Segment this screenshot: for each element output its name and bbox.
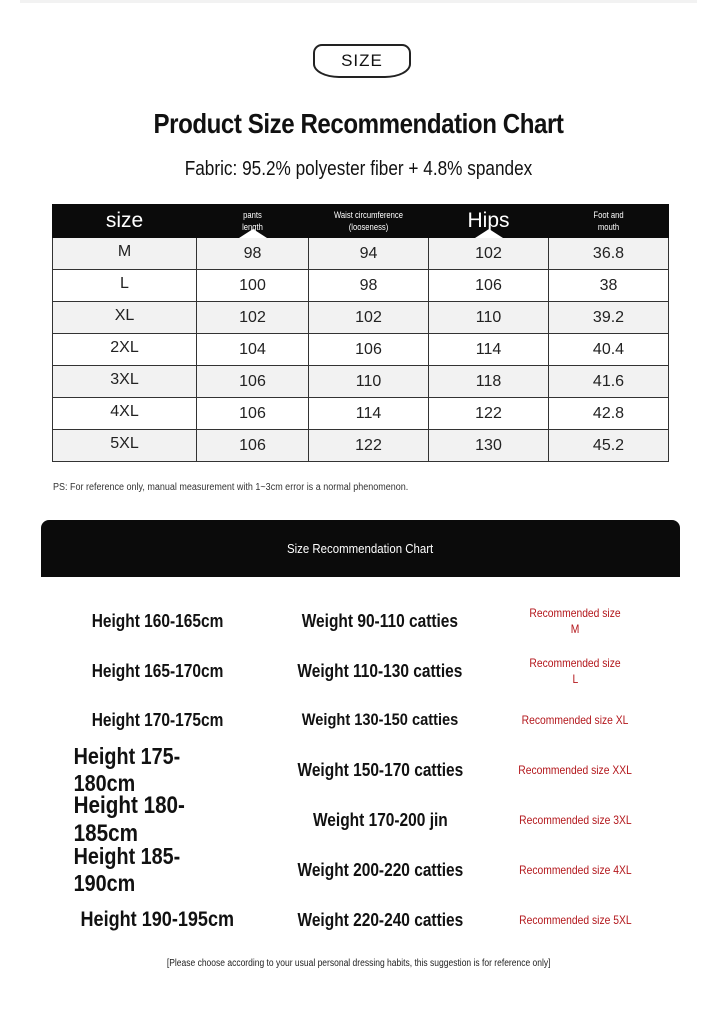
height-range: Height 170-175cm (91, 709, 224, 730)
size-badge-label: SIZE (341, 51, 383, 70)
table-cell: 102 (309, 302, 429, 334)
table-cell: 41.6 (549, 366, 669, 398)
weight-range: Weight 150-170 catties (297, 759, 463, 780)
table-row (53, 302, 669, 334)
height-range: Height 165-170cm (91, 660, 224, 681)
top-divider (20, 0, 697, 3)
recommended-size: Recommended size XXL (518, 763, 632, 777)
table-cell: 2XL (53, 334, 197, 366)
table-cell: 42.8 (549, 398, 669, 430)
height-range: Height 180-185cm (73, 792, 185, 847)
recommended-size: Recommended size 4XL (518, 863, 632, 877)
table-cell: 98 (197, 238, 309, 270)
recommended-size: Recommended size (529, 656, 621, 670)
size-table-header (53, 205, 669, 238)
recommendation-row (0, 743, 717, 796)
table-cell: 106 (197, 398, 309, 430)
table-cell: 39.2 (549, 302, 669, 334)
weight-range: Weight 170-200 jin (312, 809, 448, 830)
table-row (53, 270, 669, 302)
table-cell: XL (53, 302, 197, 334)
weight-range: Weight 220-240 catties (297, 909, 463, 930)
recommendation-row (0, 900, 717, 940)
table-cell: 38 (549, 270, 669, 302)
table-cell: 114 (429, 334, 549, 366)
table-cell: 106 (197, 366, 309, 398)
recommended-size-value: M (570, 622, 580, 636)
table-cell: 110 (309, 366, 429, 398)
weight-range: Weight 90-110 catties (301, 610, 459, 631)
table-cell: L (53, 270, 197, 302)
table-cell: 100 (197, 270, 309, 302)
header-pants-length: pants length (197, 205, 309, 238)
page-title: Product Size Recommendation Chart (153, 108, 564, 139)
recommendation-banner-title: Size Recommendation Chart (287, 541, 434, 556)
table-cell: 5XL (53, 430, 197, 462)
table-cell: 104 (197, 334, 309, 366)
table-cell: 118 (429, 366, 549, 398)
table-cell: 110 (429, 302, 549, 334)
table-row (53, 238, 669, 270)
height-range: Height 160-165cm (91, 610, 224, 631)
recommended-size: Recommended size XL (521, 713, 629, 727)
table-cell: 3XL (53, 366, 197, 398)
table-cell: 98 (309, 270, 429, 302)
height-range: Height 185-190cm (73, 843, 181, 896)
recommended-size: Recommended size 3XL (518, 813, 632, 827)
table-row (53, 398, 669, 430)
recommendation-row (0, 792, 717, 847)
footer-note: [Please choose according to your usual personal dressing habits, this suggestion is for reference only] (166, 958, 551, 969)
ps-note: PS: For reference only, manual measurement with 1~3cm error is a normal phenomenon. (53, 482, 409, 493)
table-cell: 40.4 (549, 334, 669, 366)
header-size: size (53, 205, 197, 238)
header-hips: Hips (429, 205, 549, 238)
table-cell: 4XL (53, 398, 197, 430)
recommendation-row (0, 843, 717, 896)
header-foot-mouth: Foot and mouth (549, 205, 669, 238)
fabric-composition: Fabric: 95.2% polyester fiber + 4.8% spandex (184, 158, 533, 180)
table-cell: M (53, 238, 197, 270)
recommendation-row (0, 601, 717, 641)
table-cell: 102 (429, 238, 549, 270)
recommendation-banner (41, 520, 680, 577)
table-cell: 106 (429, 270, 549, 302)
weight-range: Weight 130-150 catties (301, 710, 459, 729)
recommendation-row (0, 651, 717, 691)
table-cell: 45.2 (549, 430, 669, 462)
header-waist: Waist circumference (looseness) (309, 205, 429, 238)
table-row (53, 334, 669, 366)
recommended-size-value: L (572, 672, 578, 686)
size-table (52, 204, 669, 462)
recommended-size: Recommended size 5XL (518, 913, 632, 927)
table-cell: 130 (429, 430, 549, 462)
height-range: Height 175-180cm (73, 743, 181, 796)
recommended-size: Recommended size (529, 606, 621, 620)
weight-range: Weight 110-130 catties (297, 660, 463, 681)
weight-range: Weight 200-220 catties (297, 859, 463, 880)
table-row (53, 430, 669, 462)
table-cell: 102 (197, 302, 309, 334)
table-cell: 114 (309, 398, 429, 430)
size-badge (313, 44, 411, 78)
table-cell: 106 (309, 334, 429, 366)
table-cell: 94 (309, 238, 429, 270)
table-cell: 36.8 (549, 238, 669, 270)
table-row (53, 366, 669, 398)
table-cell: 122 (309, 430, 429, 462)
table-cell: 122 (429, 398, 549, 430)
recommendation-row (0, 700, 717, 740)
table-cell: 106 (197, 430, 309, 462)
height-range: Height 190-195cm (80, 908, 235, 931)
